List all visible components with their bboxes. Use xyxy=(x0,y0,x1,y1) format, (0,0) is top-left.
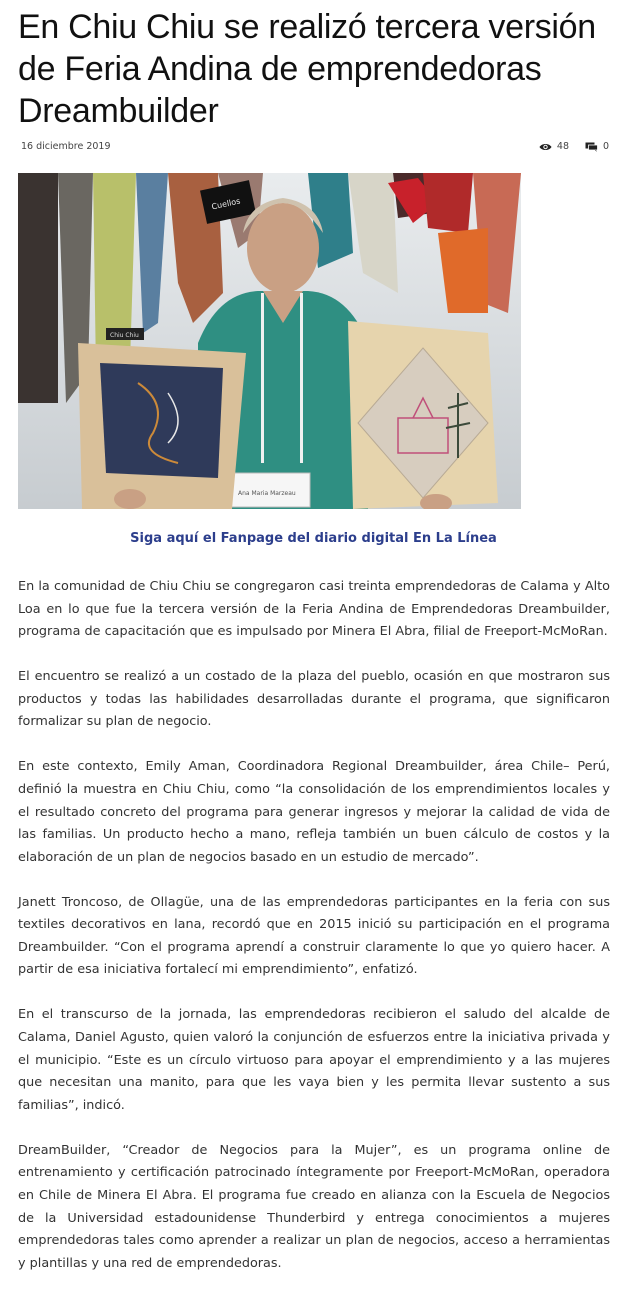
svg-text:Cuellos: Cuellos xyxy=(210,196,242,212)
paragraph: DreamBuilder, “Creador de Negocios para la Mujer”, es un programa online de entrenamiento y certificación patrocinado íntegramente por Freeport-McMoRan, operadora en Chile de Minera El Abra. El programa fue creado en alianza con la Escuela de Negocios de la Universidad estadounidense Thunderbird y entrega conocimientos a mujeres emprendedoras tales como aprender a realizar un plan de negocios, acceso a herramientas y plantillas y una red de emprendedoras. xyxy=(18,1142,610,1271)
comments-count: 0 xyxy=(602,141,609,152)
paragraph: En este contexto, Emily Aman, Coordinadora Regional Dreambuilder, área Chile– Perú, definió la muestra en Chiu Chiu, como “la consolidación de los emprendimientos locales y el resultado concreto del programa para generar ingresos y mejorar la calidad de vida de las familias. Un producto hecho a mano, refleja también un buen cálculo de costos y la elaboración de un plan de negocios basado en un estudio de mercado”. xyxy=(18,759,610,865)
badge-text: Ana Maria Marzeau xyxy=(238,490,296,497)
article-meta xyxy=(21,141,611,155)
article-photo xyxy=(18,173,521,509)
comments-counter[interactable] xyxy=(585,141,609,152)
article-title: En Chiu Chiu se realizó tercera versión de Feria Andina de emprendedoras Dreambuilder xyxy=(18,8,596,130)
publish-date: 16 diciembre 2019 xyxy=(21,141,111,152)
paragraph: El encuentro se realizó a un costado de la plaza del pueblo, ocasión en que mostraron sus productos y todas las habilidades desarrolladas durante el programa, que significaron formalizar su plan de negocio. xyxy=(18,669,610,730)
paragraph: Janett Troncoso, de Ollagüe, una de las emprendedoras participantes en la feria con sus textiles decorativos en lana, recordó que en 2015 inició su participación en el programa Dreambuilder. “Con el programa aprendí a construir claramente lo que yo quiero hacer. A partir de esa iniciativa fortalecí mi emprendimiento”, enfatizó. xyxy=(18,894,610,978)
views-count: 48 xyxy=(556,141,569,152)
photo-illustration xyxy=(18,173,521,509)
fanpage-link[interactable]: Siga aquí el Fanpage del diario digital En La Línea xyxy=(130,531,497,546)
views-counter xyxy=(539,141,569,152)
eye-icon xyxy=(539,143,552,151)
article-body xyxy=(18,576,610,1298)
sign-text: Chiu Chiu xyxy=(110,332,139,339)
paragraph: En la comunidad de Chiu Chiu se congregaron casi treinta emprendedoras de Calama y Alto Loa en lo que fue la tercera versión de la Feria Andina de Emprendedoras Dreambuilder, programa de capacitación que es impulsado por Minera El Abra, filial de Freeport-McMoRan. xyxy=(18,579,610,640)
paragraph: En el transcurso de la jornada, las emprendedoras recibieron el saludo del alcalde de Calama, Daniel Agusto, quien valoró la conjunción de esfuerzos entre la iniciativa privada y el municipio. “Este es un círculo virtuoso para apoyar el emprendimiento y a las mujeres que necesitan una manito, para que les vaya bien y les permita llevar sustento a sus familias”, indicó. xyxy=(18,1007,610,1113)
comment-icon xyxy=(585,142,598,152)
